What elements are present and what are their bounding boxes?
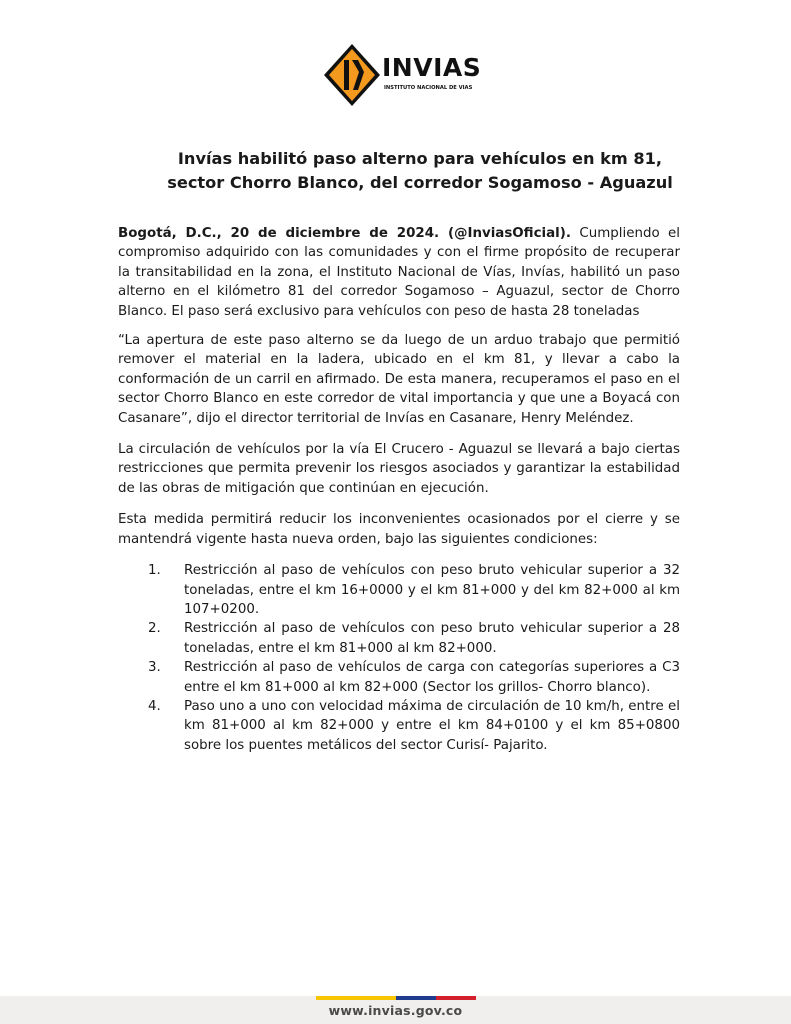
- list-item-text: Restricción al paso de vehículos con peso bruto vehicular superior a 28 toneladas, entre el km 81+000 al km 82+000.: [184, 621, 680, 656]
- list-item-text: Restricción al paso de vehículos de carga con categorías superiores a C3 entre el km 81+000 al km 82+000 (Sector los grillos- Chorro blanco).: [184, 660, 680, 695]
- paragraph-lead: [118, 224, 680, 321]
- list-item-number: 4.: [148, 698, 161, 714]
- flag-blue-stripe: [396, 996, 436, 1000]
- list-item-text: Restricción al paso de vehículos con peso bruto vehicular superior a 32 toneladas, entre el km 16+0000 y el km 81+000 y del km 82+000 al km 107+0200.: [184, 563, 680, 617]
- page-footer: [0, 996, 791, 1024]
- list-item: [118, 619, 680, 658]
- conditions-list: [118, 561, 680, 755]
- flag-yellow-stripe: [316, 996, 396, 1000]
- flag-red-stripe: [436, 996, 476, 1000]
- list-item-number: 3.: [148, 660, 161, 676]
- list-item-text: Paso uno a uno con velocidad máxima de circulación de 10 km/h, entre el km 81+000 al km 82+000 y entre el km 84+0100 y el km 85+0800 sobre los puentes metálicos del sector Curisí- Pajarito.: [184, 698, 680, 753]
- press-release-title: Invías habilitó paso alterno para vehículos en km 81, sector Chorro Blanco, del corredor Sogamoso - Aguazul: [167, 149, 673, 192]
- list-item: [118, 658, 680, 697]
- paragraph-quote: “La apertura de este paso alterno se da luego de un arduo trabajo que permitió remover el material en la ladera, ubicado en el km 81, y llevar a cabo la conformación de un carril en afirmado. De esta manera, recuperamos el paso en el sector Chorro Blanco en este corredor de vital importancia y que une a Boyacá con Casanare”, dijo el director territorial de Invías en Casanare, Henry Meléndez.: [118, 333, 680, 426]
- list-item-number: 2.: [148, 621, 161, 637]
- list-item-number: 1.: [148, 563, 161, 579]
- dateline: Bogotá, D.C., 20 de diciembre de 2024. (@InviasOficial).: [118, 226, 571, 241]
- invias-logo: [322, 42, 482, 108]
- paragraph-1-text: Cumpliendo el compromiso adquirido con las comunidades y con el firme propósito de recuperar la transitabilidad en la zona, el Instituto Nacional de Vías, Invías, habilitó un paso alterno en el kilómetro 81 del corredor Sogamoso – Aguazul, sector de Chorro Blanco. El paso será exclusivo para vehículos con peso de hasta 28 toneladas: [118, 226, 681, 319]
- press-release-body: [118, 224, 680, 755]
- colombia-flag-stripe: [316, 996, 476, 1000]
- logo-subtitle: INSTITUTO NACIONAL DE VIAS: [384, 85, 473, 91]
- website-link[interactable]: www.invias.gov.co: [328, 1003, 463, 1018]
- list-item: [118, 697, 680, 755]
- paragraph-measure: Esta medida permitirá reducir los inconvenientes ocasionados por el cierre y se mantendrá vigente hasta nueva orden, bajo las siguientes condiciones:: [118, 512, 680, 547]
- logo-wordmark: INVIAS: [382, 53, 482, 82]
- list-item: [118, 561, 680, 619]
- paragraph-circulation: La circulación de vehículos por la vía El Crucero - Aguazul se llevará a bajo ciertas restricciones que permita prevenir los riesgos asociados y garantizar la estabilidad de las obras de mitigación que continúan en ejecución.: [118, 442, 680, 496]
- invias-diamond-icon: [322, 42, 382, 108]
